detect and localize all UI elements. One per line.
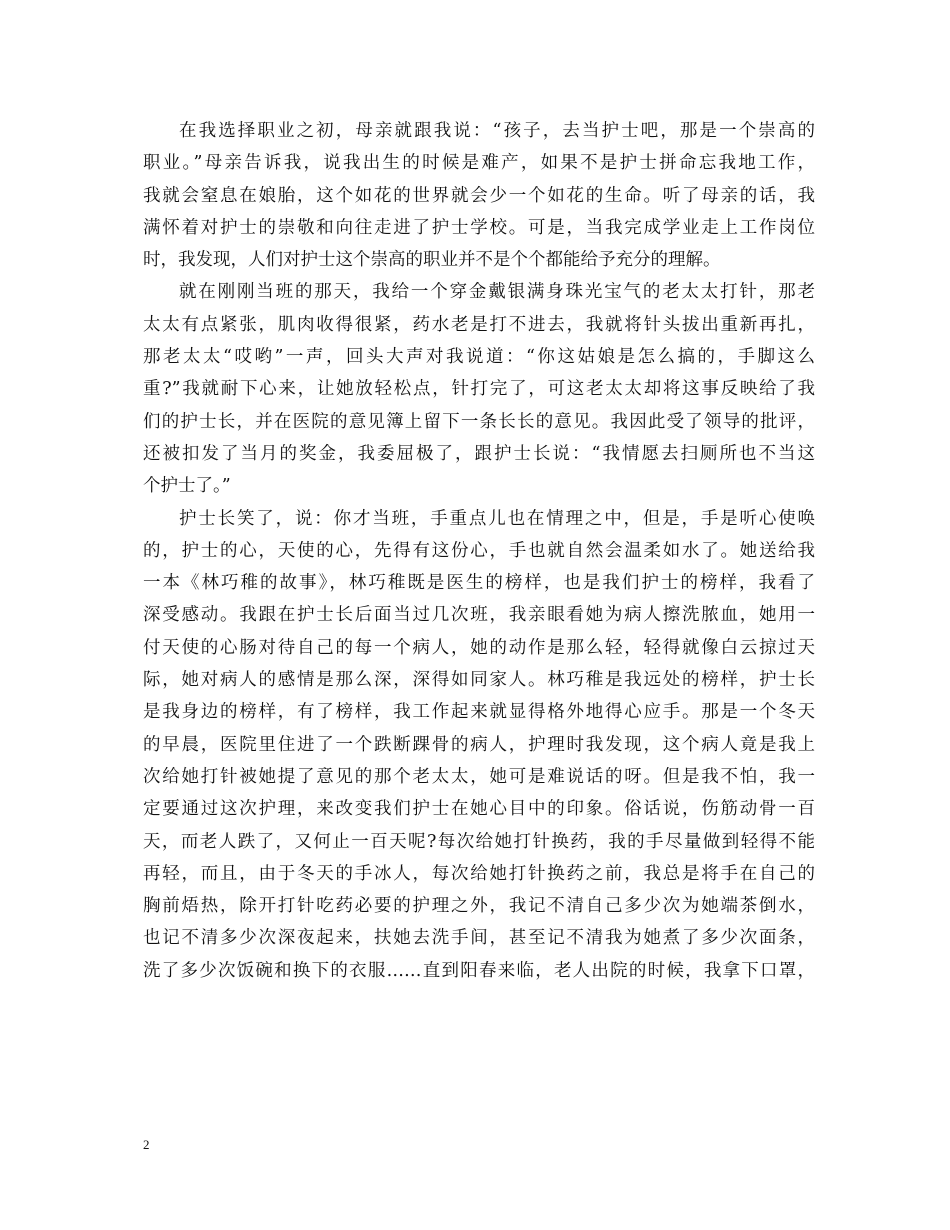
text-line: 护士长笑了，说：你才当班，手重点儿也在情理之中，但是，手是听心使唤 (179, 508, 815, 529)
text-line: 在我选择职业之初，母亲就跟我说：“孩子，去当护士吧，那是一个崇高的 (179, 121, 815, 141)
text-line: 定要通过这次护理，来改变我们护士在她心目中的印象。俗话说，伤筋动骨一百 (143, 799, 815, 820)
text-line: 再轻，而且，由于冬天的手冰人，每次给她打针换药之前，我总是将手在自己的 (143, 863, 815, 884)
text-line: 深受感动。我跟在护士长后面当过几次班，我亲眼看她为病人擦洗脓血，她用一 (143, 605, 815, 626)
text-line: 职业。”母亲告诉我，说我出生的时候是难产，如果不是护士拼命忘我地工作， (143, 153, 815, 174)
text-line: 个护士了。” (143, 476, 231, 497)
text-line: 还被扣发了当月的奖金，我委屈极了，跟护士长说：“我情愿去扫厕所也不当这 (143, 443, 815, 464)
text-line: 的早晨，医院里住进了一个跌断踝骨的病人，护理时我发现，这个病人竟是我上 (143, 734, 815, 755)
text-line: 时，我发现，人们对护士这个崇高的职业并不是个个都能给予充分的理解。 (143, 250, 721, 271)
text-line: 的，护士的心，天使的心，先得有这份心，手也就自然会温柔如水了。她送给我 (143, 540, 815, 561)
text-line: 就在刚刚当班的那天，我给一个穿金戴银满身珠光宝气的老太太打针，那老 (179, 282, 815, 303)
page-number: 2 (143, 1137, 150, 1152)
text-line: 际，她对病人的感情是那么深，深得如同家人。林巧稚是我远处的榜样，护士长 (143, 670, 815, 691)
text-line: 胸前焐热，除开打针吃药必要的护理之外，我记不清自己多少次为她端茶倒水， (143, 896, 815, 917)
text-line: 也记不清多少次深夜起来，扶她去洗手间，甚至记不清我为她煮了多少次面条， (143, 928, 815, 949)
text-line: 我就会窒息在娘胎，这个如花的世界就会少一个如花的生命。听了母亲的话，我 (143, 185, 815, 206)
text-line: 太太有点紧张，肌肉收得很紧，药水老是打不进去，我就将针头拔出重新再扎， (143, 314, 815, 335)
text-line: 重?”我就耐下心来，让她放轻松点，针打完了，可这老太太却将这事反映给了我 (143, 379, 815, 400)
text-line: 一本《林巧稚的故事》，林巧稚既是医生的榜样，也是我们护士的榜样，我看了 (143, 573, 815, 594)
text-line: 是我身边的榜样，有了榜样，我工作起来就显得格外地得心应手。那是一个冬天 (143, 702, 815, 723)
body-text (143, 115, 815, 987)
text-line: 那老太太“哎哟”一声，回头大声对我说道：“你这姑娘是怎么搞的，手脚这么 (143, 347, 815, 368)
text-line: 满怀着对护士的崇敬和向往走进了护士学校。可是，当我完成学业走上工作岗位 (143, 217, 815, 238)
text-line: 付天使的心肠对待自己的每一个病人，她的动作是那么轻，轻得就像白云掠过天 (143, 637, 815, 658)
text-line: 洗了多少次饭碗和换下的衣服……直到阳春来临，老人出院的时候，我拿下口罩， (143, 960, 815, 981)
text-line: 们的护士长，并在医院的意见簿上留下一条长长的意见。我因此受了领导的批评， (143, 411, 815, 432)
text-line: 次给她打针被她提了意见的那个老太太，她可是难说话的呀。但是我不怕，我一 (143, 766, 815, 787)
text-line: 天，而老人跌了，又何止一百天呢?每次给她打针换药，我的手尽量做到轻得不能 (143, 831, 815, 852)
